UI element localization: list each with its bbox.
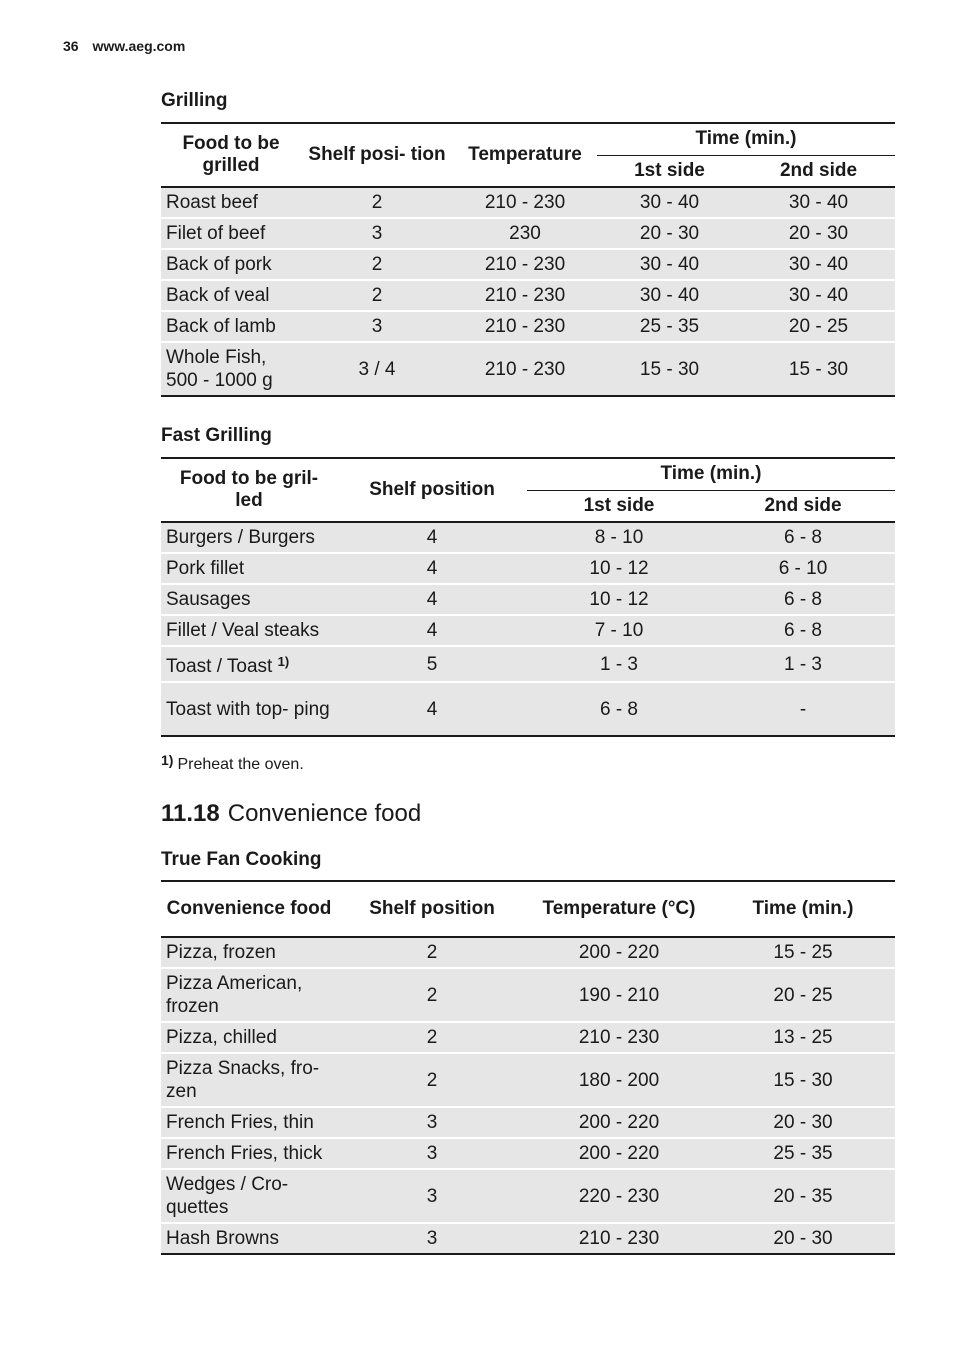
true-fan-title: True Fan Cooking xyxy=(161,849,322,870)
time-cell: 15 - 30 xyxy=(711,1053,895,1107)
table-row xyxy=(161,522,895,553)
grilling-header-time: Time (min.) xyxy=(597,123,895,155)
food-cell: Sausages xyxy=(161,584,337,615)
food-cell: Back of lamb xyxy=(161,311,301,342)
footnote-text: Preheat the oven. xyxy=(177,756,304,773)
side2-cell: 20 - 30 xyxy=(742,218,895,249)
grilling-header-shelf: Shelf posi- tion xyxy=(301,123,453,187)
side1-cell: 30 - 40 xyxy=(597,187,742,218)
food-cell: Pizza, frozen xyxy=(161,937,337,968)
temperature-cell: 200 - 220 xyxy=(527,937,711,968)
grilling-header-side2: 2nd side xyxy=(742,155,895,187)
shelf-cell: 4 xyxy=(337,584,527,615)
food-cell xyxy=(161,646,337,682)
shelf-cell: 2 xyxy=(301,280,453,311)
food-cell: Pizza American, frozen xyxy=(161,968,337,1022)
true-fan-header-food: Convenience food xyxy=(161,881,337,937)
table-row xyxy=(161,280,895,311)
table-row xyxy=(161,615,895,646)
temperature-cell: 180 - 200 xyxy=(527,1053,711,1107)
food-cell: French Fries, thick xyxy=(161,1138,337,1169)
section-heading xyxy=(161,800,421,828)
fast-grilling-header-side2: 2nd side xyxy=(711,490,895,522)
shelf-cell: 3 xyxy=(337,1169,527,1223)
temperature-cell: 210 - 230 xyxy=(453,280,597,311)
side1-cell: 20 - 30 xyxy=(597,218,742,249)
fast-grilling-header-time: Time (min.) xyxy=(527,458,895,490)
fast-grilling-title: Fast Grilling xyxy=(161,425,272,446)
table-row xyxy=(161,682,895,736)
food-cell: Hash Browns xyxy=(161,1223,337,1254)
true-fan-table xyxy=(161,880,895,1255)
side2-cell: 30 - 40 xyxy=(742,187,895,218)
time-cell: 20 - 25 xyxy=(711,968,895,1022)
table-row xyxy=(161,1022,895,1053)
food-cell: Roast beef xyxy=(161,187,301,218)
side1-cell: 8 - 10 xyxy=(527,522,711,553)
side2-cell: 6 - 10 xyxy=(711,553,895,584)
food-cell: Pizza, chilled xyxy=(161,1022,337,1053)
table-row xyxy=(161,553,895,584)
shelf-cell: 4 xyxy=(337,682,527,736)
grilling-header-side1: 1st side xyxy=(597,155,742,187)
side2-cell: 6 - 8 xyxy=(711,584,895,615)
side1-cell: 15 - 30 xyxy=(597,342,742,396)
side1-cell: 7 - 10 xyxy=(527,615,711,646)
food-cell: Fillet / Veal steaks xyxy=(161,615,337,646)
shelf-cell: 2 xyxy=(337,937,527,968)
table-row xyxy=(161,249,895,280)
table-row xyxy=(161,1107,895,1138)
footnote xyxy=(161,752,304,774)
temperature-cell: 210 - 230 xyxy=(453,187,597,218)
grilling-header-temperature: Temperature xyxy=(453,123,597,187)
temperature-cell: 200 - 220 xyxy=(527,1107,711,1138)
fast-grilling-header-side1: 1st side xyxy=(527,490,711,522)
table-row xyxy=(161,342,895,396)
table-row xyxy=(161,218,895,249)
food-cell: Burgers / Burgers xyxy=(161,522,337,553)
temperature-cell: 210 - 230 xyxy=(453,249,597,280)
shelf-cell: 3 / 4 xyxy=(301,342,453,396)
table-row xyxy=(161,311,895,342)
food-cell: Pizza Snacks, fro- zen xyxy=(161,1053,337,1107)
shelf-cell: 4 xyxy=(337,615,527,646)
time-cell: 20 - 30 xyxy=(711,1107,895,1138)
temperature-cell: 190 - 210 xyxy=(527,968,711,1022)
shelf-cell: 3 xyxy=(337,1107,527,1138)
shelf-cell: 5 xyxy=(337,646,527,682)
side2-cell: 30 - 40 xyxy=(742,280,895,311)
table-row xyxy=(161,1138,895,1169)
time-cell: 15 - 25 xyxy=(711,937,895,968)
fast-grilling-header-food: Food to be gril- led xyxy=(161,458,337,522)
true-fan-header-shelf: Shelf position xyxy=(337,881,527,937)
table-row xyxy=(161,968,895,1022)
shelf-cell: 2 xyxy=(301,249,453,280)
footnote-ref: 1) xyxy=(277,654,290,669)
side1-cell: 6 - 8 xyxy=(527,682,711,736)
food-cell: Pork fillet xyxy=(161,553,337,584)
side2-cell: 1 - 3 xyxy=(711,646,895,682)
true-fan-header-temperature: Temperature (°C) xyxy=(527,881,711,937)
table-row xyxy=(161,937,895,968)
side2-cell: 6 - 8 xyxy=(711,522,895,553)
fast-grilling-header-shelf: Shelf position xyxy=(337,458,527,522)
side1-cell: 25 - 35 xyxy=(597,311,742,342)
time-cell: 20 - 30 xyxy=(711,1223,895,1254)
time-cell: 13 - 25 xyxy=(711,1022,895,1053)
side1-cell: 10 - 12 xyxy=(527,584,711,615)
shelf-cell: 2 xyxy=(337,1053,527,1107)
side1-cell: 1 - 3 xyxy=(527,646,711,682)
food-cell: Whole Fish, 500 - 1000 g xyxy=(161,342,301,396)
table-row xyxy=(161,187,895,218)
table-row xyxy=(161,1223,895,1254)
side2-cell: 30 - 40 xyxy=(742,249,895,280)
shelf-cell: 4 xyxy=(337,553,527,584)
true-fan-header-time: Time (min.) xyxy=(711,881,895,937)
grilling-header-food: Food to be grilled xyxy=(161,123,301,187)
temperature-cell: 220 - 230 xyxy=(527,1169,711,1223)
food-cell: Toast with top- ping xyxy=(161,682,337,736)
toast-label: Toast / Toast xyxy=(166,656,273,677)
shelf-cell: 3 xyxy=(337,1223,527,1254)
table-row xyxy=(161,584,895,615)
side1-cell: 30 - 40 xyxy=(597,280,742,311)
side2-cell: 15 - 30 xyxy=(742,342,895,396)
temperature-cell: 230 xyxy=(453,218,597,249)
page-header xyxy=(63,38,185,54)
side1-cell: 10 - 12 xyxy=(527,553,711,584)
grilling-table xyxy=(161,122,895,397)
fast-grilling-table xyxy=(161,457,895,737)
food-cell: Back of pork xyxy=(161,249,301,280)
food-cell: Wedges / Cro- quettes xyxy=(161,1169,337,1223)
shelf-cell: 2 xyxy=(337,1022,527,1053)
shelf-cell: 4 xyxy=(337,522,527,553)
shelf-cell: 3 xyxy=(301,218,453,249)
side1-cell: 30 - 40 xyxy=(597,249,742,280)
section-number: 11.18 xyxy=(161,800,220,827)
table-row xyxy=(161,646,895,682)
food-cell: Back of veal xyxy=(161,280,301,311)
page-number: 36 xyxy=(63,38,79,54)
page-url: www.aeg.com xyxy=(92,38,186,54)
temperature-cell: 210 - 230 xyxy=(527,1223,711,1254)
grilling-title: Grilling xyxy=(161,90,228,111)
table-row xyxy=(161,1053,895,1107)
side2-cell: 6 - 8 xyxy=(711,615,895,646)
food-cell: French Fries, thin xyxy=(161,1107,337,1138)
shelf-cell: 3 xyxy=(301,311,453,342)
shelf-cell: 2 xyxy=(337,968,527,1022)
section-title: Convenience food xyxy=(227,800,422,827)
temperature-cell: 210 - 230 xyxy=(453,311,597,342)
shelf-cell: 2 xyxy=(301,187,453,218)
time-cell: 20 - 35 xyxy=(711,1169,895,1223)
temperature-cell: 200 - 220 xyxy=(527,1138,711,1169)
food-cell: Filet of beef xyxy=(161,218,301,249)
side2-cell: - xyxy=(711,682,895,736)
shelf-cell: 3 xyxy=(337,1138,527,1169)
side2-cell: 20 - 25 xyxy=(742,311,895,342)
time-cell: 25 - 35 xyxy=(711,1138,895,1169)
temperature-cell: 210 - 230 xyxy=(527,1022,711,1053)
temperature-cell: 210 - 230 xyxy=(453,342,597,396)
footnote-mark: 1) xyxy=(161,752,174,768)
table-row xyxy=(161,1169,895,1223)
